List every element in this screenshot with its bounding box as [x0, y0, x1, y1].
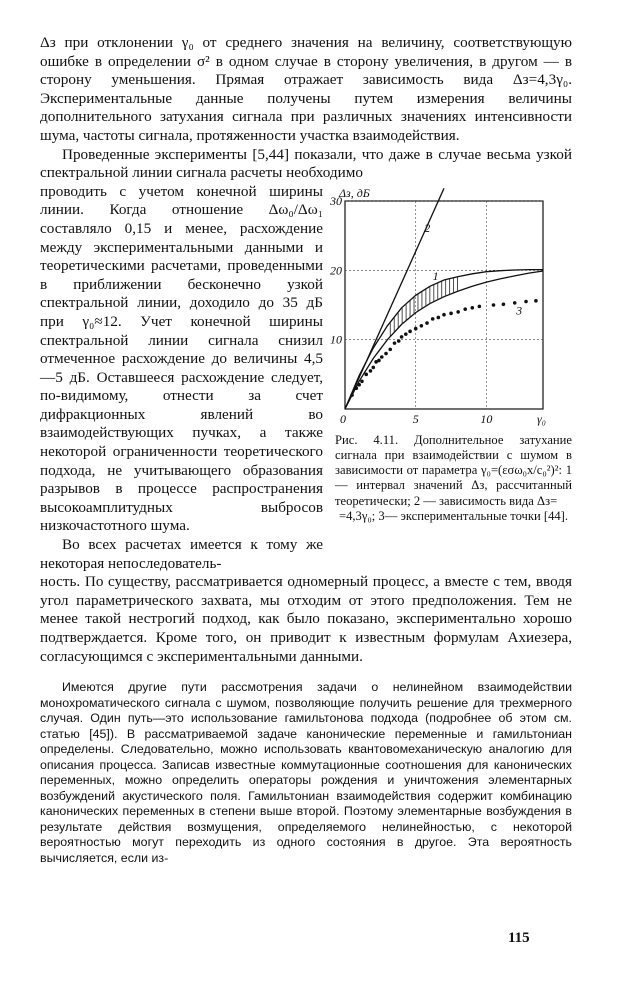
figure	[323, 183, 572, 573]
data-point	[388, 347, 392, 351]
data-point	[369, 369, 373, 373]
data-point	[463, 307, 467, 311]
data-point	[437, 315, 441, 319]
page	[40, 34, 572, 866]
page-number: 115	[508, 930, 530, 946]
data-point	[397, 339, 401, 343]
data-point	[524, 299, 528, 303]
small-print-text: Имеются другие пути рассмотрения задачи о нелинейном взаимодействии монохроматического сигнала с шумом, позволяющие получить решение для трехмерного случая. Один путь—это использование гамильтонова подхода (подробнее об этом см. статью [45]). В рассматриваемой задаче канонические переменные и гамильтониан определены. Следовательно, можно использовать квантовомеханическую аналогию для описания процесса. Записав известные коммутационные соотношения для канонических переменных, можно определить операторы рождения и уничтожения элементарных возбуждений акустического поля. Гамильтониан взаимодействия содержит комбинацию канонических переменных в степени выше второй. Поэтому элементарные возбуждения в результате действия возмущения, определяемого нелинейностью, с некоторой вероятностью могут переходить из одного состояния в другое. Эта вероятность вычисляется, если из-	[40, 680, 572, 865]
data-point	[414, 327, 418, 331]
y-tick-label: 20	[330, 263, 342, 278]
caption-line-1: Рис. 4.11. Дополнительное затухание сигнала при взаимодействии с шумом в зависимости от параметра γ₀=(εσω₀x/c₀²)²: 1 — интервал значений Δз, рассчитанный теоретически; 2 — зависимость вида Δз=	[335, 432, 572, 508]
data-point	[456, 310, 460, 314]
y-tick-label: 30	[330, 193, 342, 208]
data-point	[425, 321, 429, 325]
data-point	[393, 341, 397, 345]
data-point	[478, 304, 482, 308]
data-point	[408, 329, 412, 333]
data-point	[502, 302, 506, 306]
data-point	[449, 311, 453, 315]
paragraph-3-rest: ность. По существу, рассматривается одномерный процесс, а вместе с тем, вводя угол параметрического захвата, мы отходим от этого предположения. Тем не менее такой нестрогий подход, как было показано, экспериментально хорошо подтверждается. Кроме того, он приводит к известным формулам Ахиезера, согласующимся с экспериментальными данными.	[40, 573, 572, 665]
data-point	[350, 393, 354, 397]
paragraph-2-top: Проведенные эксперименты [5,44] показали, что даже в случае весьма узкой спектральной линии сигнала расчеты необходимо	[40, 145, 572, 182]
band-curve-1	[345, 269, 543, 408]
x-tick-label: 0	[340, 411, 346, 426]
text-figure-block	[40, 183, 572, 573]
plot-frame	[345, 201, 543, 409]
left-column	[40, 183, 323, 573]
data-point	[357, 383, 361, 387]
data-point	[400, 335, 404, 339]
x-tick-label: 10	[480, 411, 493, 426]
data-point	[384, 351, 388, 355]
x-axis-label: γ₀	[537, 411, 546, 426]
data-point	[360, 379, 364, 383]
y-axis-label: Δз, дБ	[339, 185, 370, 200]
paragraph-3-left: Во всех расчетах имеется к тому же некоторая непоследователь-	[40, 536, 323, 572]
caption-line-2: =4,3γ₀; 3— экспериментальные точки [44].	[338, 508, 569, 523]
curve-label-2: 2	[424, 220, 431, 235]
curve-label-1: 1	[432, 268, 439, 283]
data-point	[377, 358, 381, 362]
data-point	[404, 332, 408, 336]
data-point	[355, 386, 359, 390]
chart-grid	[345, 201, 543, 409]
curve-label-3: 3	[516, 303, 523, 318]
data-point	[364, 372, 368, 376]
data-point	[431, 317, 435, 321]
data-point	[380, 355, 384, 359]
points-curve-3	[350, 299, 537, 397]
data-point	[371, 365, 375, 369]
data-point	[442, 313, 446, 317]
data-point	[420, 324, 424, 328]
data-point	[534, 299, 538, 303]
paragraph-2-left: проводить с учетом конечной ширины линии. Когда отношение Δω₀/Δω₁ составляло 0,15 и менее, расхождение между экспериментальными данными и теоретическими расчетами, проведенными в приближении бесконечно узкой спектральной линии, доходило до 35 дБ при γ₀≈12. Учет конечной ширины спектральной линии сигнала снизил отмеченное расхождение до величины 4,5—5 дБ. Оставшееся расхождение следует, по-видимому, отнести за счет дифракционных явлений во взаимодействующих пучках, а также некоторой ограниченности теоретического подхода, не учитывающего образования разрывов в процессе распространения высокоамплитудных выбросов низкочастотного шума.	[40, 182, 323, 535]
paragraph-1: Δз при отклонении γ₀ от среднего значения на величину, соответствующую ошибке в определении σ² в одном случае в сторону увеличения, в другом — в сторону уменьшения. Прямая отражает зависимость вида Δз=4,3γ₀. Экспериментальные данные получены путем измерения величины дополнительного затухания сигнала при различных значениях интенсивности шума, частоты сигнала, протяженности участка взаимодействия.	[40, 34, 572, 144]
y-tick-label: 10	[330, 332, 342, 347]
data-point	[492, 303, 496, 307]
figure-caption	[335, 433, 572, 524]
data-point	[470, 306, 474, 310]
chart	[323, 183, 572, 429]
small-print-paragraph	[40, 680, 572, 866]
x-tick-label: 5	[412, 411, 419, 426]
